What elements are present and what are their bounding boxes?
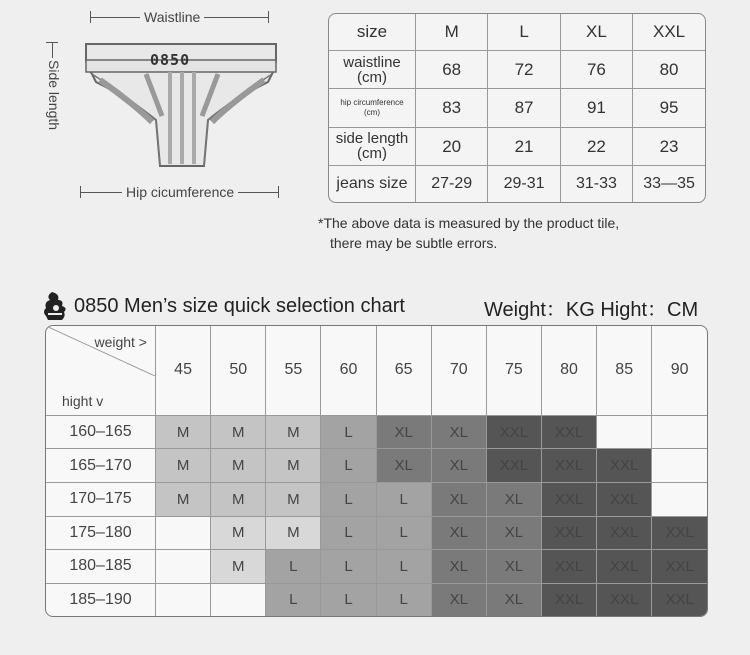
size-cell: M — [211, 415, 266, 449]
grid-corner — [46, 326, 156, 415]
size-value: 27-29 — [416, 166, 488, 202]
size-table-header-row — [329, 14, 705, 50]
size-cell: M — [156, 415, 211, 449]
size-cell: L — [376, 550, 431, 584]
row-label — [329, 127, 416, 165]
size-cell: M — [266, 516, 321, 550]
size-cell: M — [211, 482, 266, 516]
weight-header: 55 — [266, 326, 321, 415]
height-label: 165–170 — [46, 449, 156, 483]
side-length-label-wrap — [46, 58, 62, 162]
size-table-row — [329, 127, 705, 165]
size-value: 22 — [560, 127, 632, 165]
size-table-header: XXL — [633, 14, 705, 50]
size-cell: L — [266, 583, 321, 616]
weight-header: 80 — [541, 326, 596, 415]
brand-mascot-icon — [42, 290, 68, 322]
size-cell: M — [211, 550, 266, 584]
size-table-header: L — [488, 14, 560, 50]
size-cell — [652, 449, 707, 483]
size-cell: XL — [431, 449, 486, 483]
size-quick-selection-grid — [45, 325, 708, 617]
size-cell: XL — [486, 550, 541, 584]
height-label: 180–185 — [46, 550, 156, 584]
size-cell: XL — [431, 516, 486, 550]
size-cell: XL — [431, 550, 486, 584]
row-label — [329, 50, 416, 88]
quick-chart-units: Weight：KG Hight：CM — [484, 299, 699, 321]
height-label: 160–165 — [46, 415, 156, 449]
weight-header: 85 — [597, 326, 652, 415]
size-cell: L — [321, 415, 376, 449]
size-cell: XL — [431, 583, 486, 616]
row-label-unit: (cm) — [364, 107, 380, 117]
size-cell: L — [376, 583, 431, 616]
size-value: 23 — [633, 127, 705, 165]
size-table-row — [329, 50, 705, 88]
row-label-unit: (cm) — [357, 145, 387, 163]
weight-header: 90 — [652, 326, 707, 415]
size-table-row — [329, 166, 705, 202]
size-value: 21 — [488, 127, 560, 165]
height-row — [46, 583, 707, 616]
size-cell — [652, 415, 707, 449]
corner-weight-label: weight > — [94, 334, 147, 350]
height-row — [46, 482, 707, 516]
row-label-unit: (cm) — [357, 68, 387, 86]
size-cell: M — [156, 449, 211, 483]
size-table-header: size — [329, 14, 416, 50]
size-cell: XXL — [486, 449, 541, 483]
waistline-label: Waistline — [140, 9, 204, 25]
row-label-name: side length — [335, 130, 409, 148]
weight-header: 45 — [156, 326, 211, 415]
size-value: 20 — [416, 127, 488, 165]
size-cell: XXL — [652, 583, 707, 616]
row-label-name: waistline — [343, 53, 401, 71]
size-cell: XXL — [597, 482, 652, 516]
size-cell: XL — [431, 415, 486, 449]
note-line-1: *The above data is measured by the product tile, — [318, 215, 620, 231]
size-cell — [211, 583, 266, 616]
size-cell: XXL — [597, 583, 652, 616]
height-row — [46, 550, 707, 584]
side-length-label: Side length — [46, 60, 62, 131]
height-row — [46, 415, 707, 449]
size-cell: XXL — [486, 415, 541, 449]
size-cell — [156, 583, 211, 616]
size-cell: M — [156, 482, 211, 516]
size-cell: M — [266, 415, 321, 449]
size-cell: M — [266, 482, 321, 516]
size-value: 68 — [416, 50, 488, 88]
size-table-header: M — [416, 14, 488, 50]
hip-label: Hip cicumference — [122, 184, 238, 200]
size-cell — [652, 482, 707, 516]
size-value: 80 — [633, 50, 705, 88]
size-table-row — [329, 89, 705, 127]
weight-header: 60 — [321, 326, 376, 415]
size-cell: XL — [486, 583, 541, 616]
weight-header: 70 — [431, 326, 486, 415]
size-value: 31-33 — [560, 166, 632, 202]
row-label — [329, 166, 416, 202]
weight-header: 50 — [211, 326, 266, 415]
row-label-name: hip circumference — [340, 97, 404, 107]
size-value: 87 — [488, 89, 560, 127]
size-cell: L — [376, 516, 431, 550]
size-cell: XXL — [652, 550, 707, 584]
row-label — [329, 89, 416, 127]
weight-header: 65 — [376, 326, 431, 415]
size-cell: M — [211, 449, 266, 483]
size-cell: M — [211, 516, 266, 550]
size-cell: XXL — [652, 516, 707, 550]
corner-hight-label: hight v — [62, 392, 104, 409]
size-cell: XXL — [541, 449, 596, 483]
height-label: 185–190 — [46, 583, 156, 616]
underwear-diagram — [0, 0, 320, 215]
size-cell: XL — [486, 482, 541, 516]
size-cell: L — [376, 482, 431, 516]
height-row — [46, 449, 707, 483]
size-cell: L — [321, 550, 376, 584]
size-cell — [597, 415, 652, 449]
size-cell: XL — [486, 516, 541, 550]
size-cell: L — [321, 583, 376, 616]
size-measurement-table — [328, 13, 706, 203]
size-cell — [156, 516, 211, 550]
size-cell: XL — [431, 482, 486, 516]
size-cell: XXL — [597, 516, 652, 550]
size-cell: XXL — [541, 415, 596, 449]
quick-chart-header — [42, 288, 405, 324]
size-cell: XL — [376, 415, 431, 449]
size-value: 91 — [560, 89, 632, 127]
size-cell: XXL — [541, 583, 596, 616]
weight-header-row — [46, 326, 707, 415]
size-cell: M — [266, 449, 321, 483]
size-value: 72 — [488, 50, 560, 88]
size-value: 29-31 — [488, 166, 560, 202]
height-label: 170–175 — [46, 482, 156, 516]
size-cell: XXL — [597, 550, 652, 584]
size-value: 83 — [416, 89, 488, 127]
size-cell: XL — [376, 449, 431, 483]
waistline-tick-right — [268, 11, 269, 23]
size-cell: L — [321, 482, 376, 516]
height-label: 175–180 — [46, 516, 156, 550]
size-table-header: XL — [560, 14, 632, 50]
size-value: 33—35 — [633, 166, 705, 202]
size-value: 95 — [633, 89, 705, 127]
size-cell — [156, 550, 211, 584]
quick-chart-title: 0850 Men’s size quick selection chart — [74, 294, 405, 317]
waistband-brand: 0850 — [150, 51, 191, 69]
size-cell: XXL — [541, 550, 596, 584]
size-value: 76 — [560, 50, 632, 88]
measurement-note — [318, 213, 619, 253]
note-line-2: there may be subtle errors. — [330, 235, 498, 251]
hip-tick-right — [278, 186, 279, 198]
weight-header: 75 — [486, 326, 541, 415]
size-cell: XXL — [541, 482, 596, 516]
size-cell: L — [321, 516, 376, 550]
size-cell: L — [266, 550, 321, 584]
height-row — [46, 516, 707, 550]
size-cell: L — [321, 449, 376, 483]
size-cell: XXL — [597, 449, 652, 483]
row-label-name: jeans size — [336, 175, 408, 193]
size-cell: XXL — [541, 516, 596, 550]
